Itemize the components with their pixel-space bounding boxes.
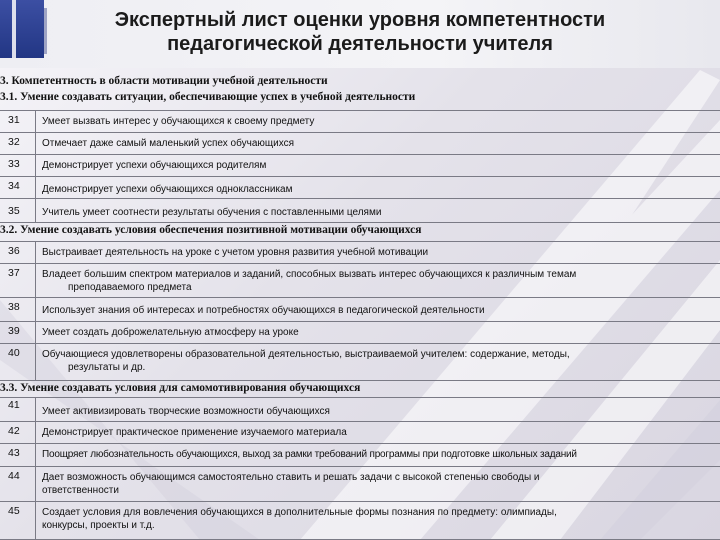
header-divider: [44, 8, 47, 54]
row-text: Демонстрирует успехи обучающихся одноклассникам: [42, 184, 293, 195]
table-row: [0, 241, 720, 264]
row-text-line-1: Владеет большим спектром материалов и заданий, способных вызвать интерес обучающихся к различным темам: [42, 269, 577, 280]
row-text-line-1: Создает условия для вовлечения обучающихся в дополнительные формы познания по предмету: олимпиады,: [42, 507, 557, 518]
row-text-line-1: Дает возможность обучающимся самостоятельно ставить и решать задачи с высокой степенью свободы и: [42, 472, 540, 483]
row-text: [36, 344, 720, 374]
title-line-1: Экспертный лист оценки уровня компетентности: [114, 9, 606, 31]
row-text: Использует знания об интересах и потребностях обучающихся в педагогической деятельности: [42, 305, 485, 316]
table-row: [0, 501, 720, 540]
table-row: [0, 198, 720, 223]
page-title: [50, 8, 670, 56]
header-bar: [0, 0, 720, 68]
row-text: [36, 264, 720, 294]
row-number: 38: [0, 298, 36, 322]
table-row: [0, 132, 720, 155]
row-text-line-2: конкурсы, проекты и т.д.: [42, 520, 155, 531]
row-text-line-1: Обучающиеся удовлетворены образовательной деятельностью, выстраиваемой учителем: содержание, методы,: [42, 349, 570, 360]
table-row: [0, 421, 720, 444]
section-3-heading: 3. Компетентность в области мотивации учебной деятельности: [0, 75, 328, 87]
row-number: 41: [0, 398, 36, 422]
title-line-2: педагогической деятельности учителя: [167, 33, 553, 55]
row-text: Выстраивает деятельность на уроке с учетом уровня развития учебной мотивации: [42, 247, 429, 258]
row-number: 31: [0, 111, 36, 133]
section-3-3-heading: 3.3. Умение создавать условия для самомотивирования обучающихся: [0, 382, 361, 394]
row-number: 32: [0, 133, 36, 155]
table-row: [0, 443, 720, 467]
row-text: Отмечает даже самый маленький успех обучающихся: [42, 138, 295, 149]
table-row: [0, 263, 720, 298]
table-row: [0, 297, 720, 322]
row-number: 42: [0, 422, 36, 444]
section-3-1-heading: 3.1. Умение создавать ситуации, обеспечивающие успех в учебной деятельности: [0, 91, 416, 103]
row-text: Умеет активизировать творческие возможности обучающихся: [42, 406, 330, 417]
row-text: Демонстрирует практическое применение изучаемого материала: [42, 427, 347, 438]
row-number: 43: [0, 444, 36, 467]
table-row: [0, 154, 720, 177]
row-text: [36, 502, 720, 532]
row-number: 34: [0, 177, 36, 199]
row-number: 45: [0, 502, 36, 539]
row-text: Поощряет любознательность обучающихся, выход за рамки требований программы при подготовке школьных заданий: [42, 449, 577, 460]
header-logo-block: [0, 0, 44, 58]
section-3-2-heading: 3.2. Умение создавать условия обеспечения позитивной мотивации обучающихся: [0, 224, 422, 236]
row-number: 40: [0, 344, 36, 380]
row-text: [36, 467, 720, 497]
table-row: [0, 110, 720, 133]
table-row: [0, 466, 720, 502]
row-text-line-2: результаты и др.: [68, 362, 146, 373]
row-number: 37: [0, 264, 36, 298]
row-number: 33: [0, 155, 36, 177]
table-row: [0, 397, 720, 422]
row-number: 39: [0, 322, 36, 344]
row-text: Учитель умеет соотнести результаты обучения с поставленными целями: [42, 207, 382, 218]
table-row: [0, 321, 720, 344]
row-text: Умеет создать доброжелательную атмосферу на уроке: [42, 327, 299, 338]
row-number: 36: [0, 242, 36, 264]
row-number: 35: [0, 199, 36, 222]
row-text: Демонстрирует успехи обучающихся родителям: [42, 160, 267, 171]
row-text-line-2: ответственности: [42, 485, 119, 496]
row-text-line-2: преподаваемого предмета: [68, 282, 192, 293]
row-number: 44: [0, 467, 36, 502]
row-text: Умеет вызвать интерес у обучающихся к своему предмету: [42, 116, 315, 127]
table-row: [0, 343, 720, 381]
table-row: [0, 176, 720, 199]
